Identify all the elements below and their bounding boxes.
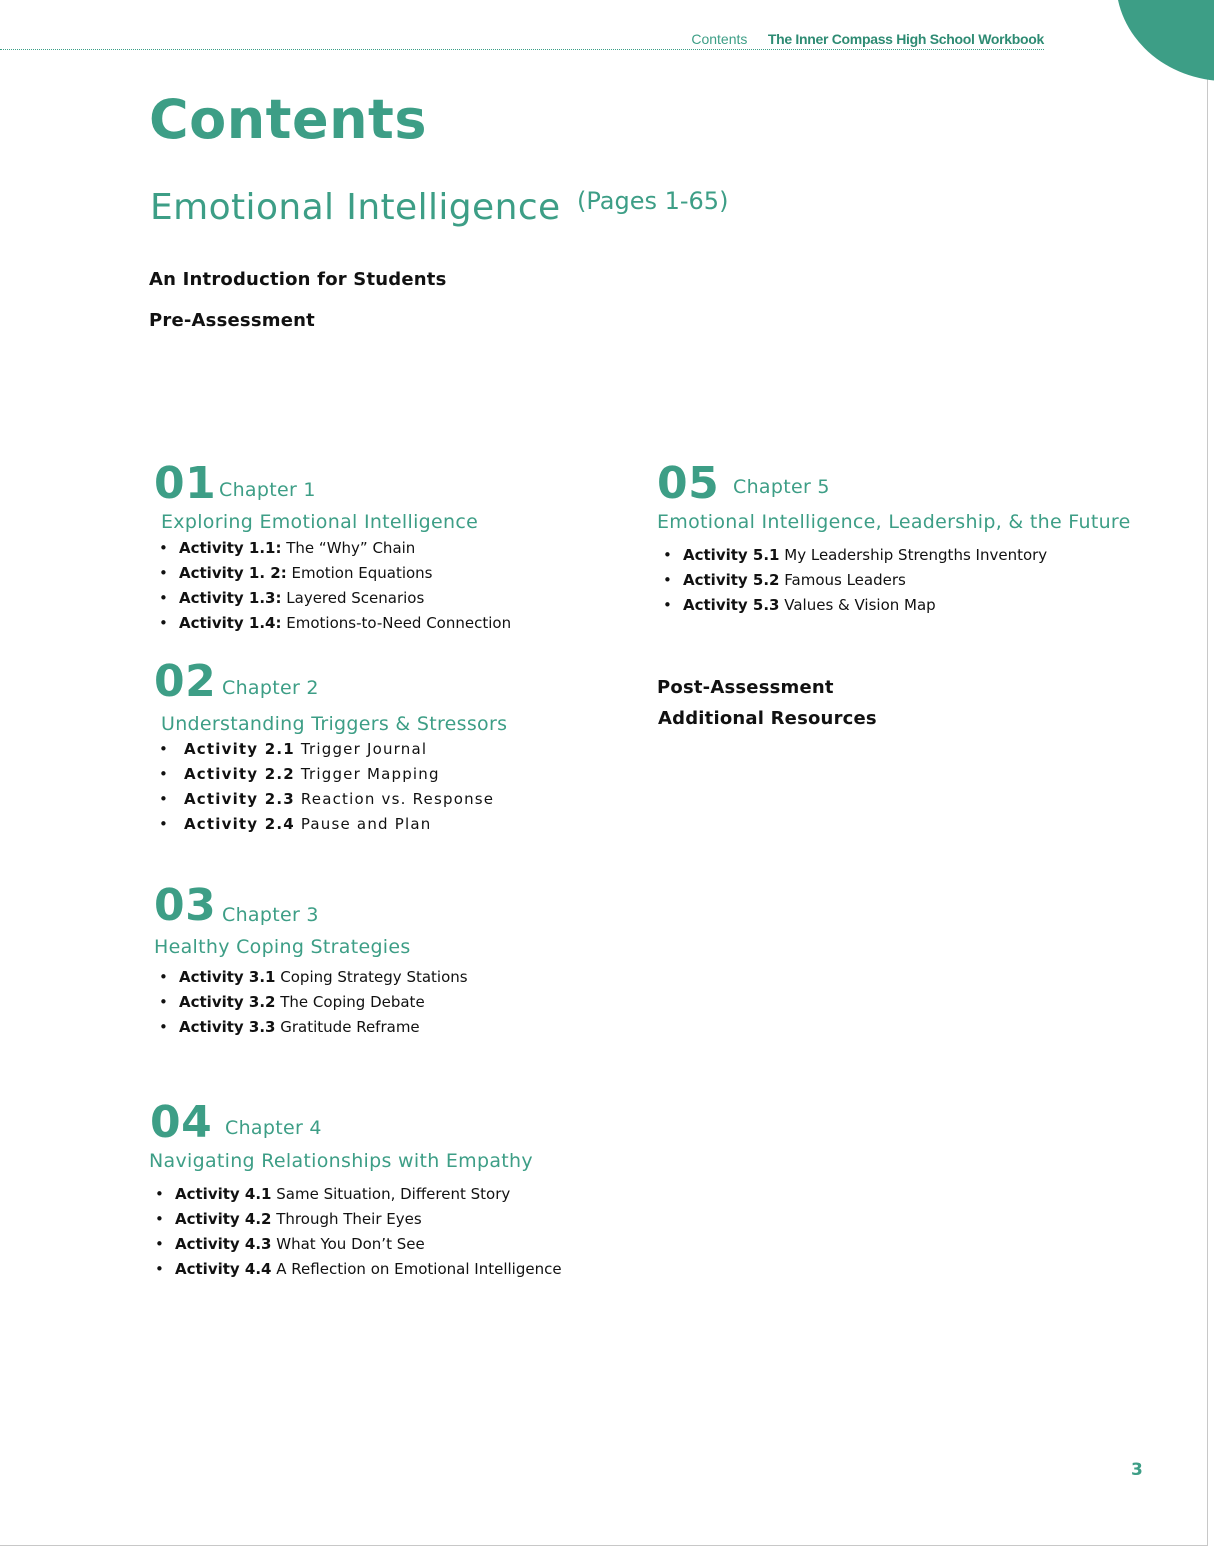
chapter-title: Navigating Relationships with Empathy (149, 1150, 533, 1172)
back-matter-item: Post-Assessment (657, 677, 834, 698)
running-header-book-title: The Inner Compass High School Workbook (767, 31, 1044, 47)
running-header (0, 31, 1044, 50)
chapter-label: Chapter 2 (222, 677, 319, 699)
front-matter-item: Pre-Assessment (149, 310, 315, 331)
activity-list (155, 539, 511, 639)
page-edge (1207, 0, 1208, 1546)
activity-item: • Activity 2.3 Reaction vs. Response (155, 790, 494, 815)
chapter-number: 02 (154, 656, 217, 707)
activity-item: • Activity 4.2 Through Their Eyes (151, 1210, 562, 1235)
chapter-label: Chapter 1 (219, 479, 316, 501)
page-number: 3 (1131, 1460, 1143, 1480)
back-matter-item: Additional Resources (658, 708, 877, 729)
activity-item: • Activity 4.1 Same Situation, Different Story (151, 1185, 562, 1210)
page-title: Contents (149, 88, 428, 151)
activity-item: • Activity 2.1 Trigger Journal (155, 740, 494, 765)
corner-decoration (1116, 0, 1214, 81)
chapter-number: 04 (150, 1097, 213, 1148)
activity-item: • Activity 5.1 My Leadership Strengths Inventory (659, 546, 1047, 571)
activity-item: • Activity 3.3 Gratitude Reframe (155, 1018, 468, 1043)
activity-item: • Activity 4.3 What You Don’t See (151, 1235, 562, 1260)
activity-item: • Activity 2.2 Trigger Mapping (155, 765, 494, 790)
running-header-section: Contents (691, 31, 748, 47)
activity-item: • Activity 1. 2: Emotion Equations (155, 564, 511, 589)
chapter-number: 05 (657, 458, 720, 509)
front-matter-item: An Introduction for Students (149, 269, 447, 290)
activity-item: • Activity 4.4 A Reflection on Emotional Intelligence (151, 1260, 562, 1285)
section-page-range: (Pages 1-65) (577, 187, 729, 215)
activity-item: • Activity 3.2 The Coping Debate (155, 993, 468, 1018)
chapter-label: Chapter 4 (225, 1117, 322, 1139)
section-title: Emotional Intelligence (150, 187, 561, 228)
activity-item: • Activity 1.4: Emotions-to-Need Connection (155, 614, 511, 639)
chapter-number: 03 (154, 880, 217, 931)
activity-list (659, 546, 1047, 621)
activity-item: • Activity 5.3 Values & Vision Map (659, 596, 1047, 621)
chapter-label: Chapter 3 (222, 904, 319, 926)
chapter-title: Emotional Intelligence, Leadership, & the Future (657, 511, 1131, 533)
activity-item: • Activity 2.4 Pause and Plan (155, 815, 494, 840)
chapter-title: Understanding Triggers & Stressors (161, 713, 508, 735)
activity-item: • Activity 5.2 Famous Leaders (659, 571, 1047, 596)
activity-list (155, 968, 468, 1043)
chapter-label: Chapter 5 (733, 476, 830, 498)
page-edge (0, 1545, 1208, 1546)
chapter-title: Exploring Emotional Intelligence (161, 511, 479, 533)
chapter-number: 01 (154, 458, 217, 509)
chapter-title: Healthy Coping Strategies (154, 936, 411, 958)
activity-item: • Activity 1.1: The “Why” Chain (155, 539, 511, 564)
activity-list (151, 1185, 562, 1285)
activity-item: • Activity 1.3: Layered Scenarios (155, 589, 511, 614)
activity-item: • Activity 3.1 Coping Strategy Stations (155, 968, 468, 993)
activity-list (155, 740, 494, 840)
